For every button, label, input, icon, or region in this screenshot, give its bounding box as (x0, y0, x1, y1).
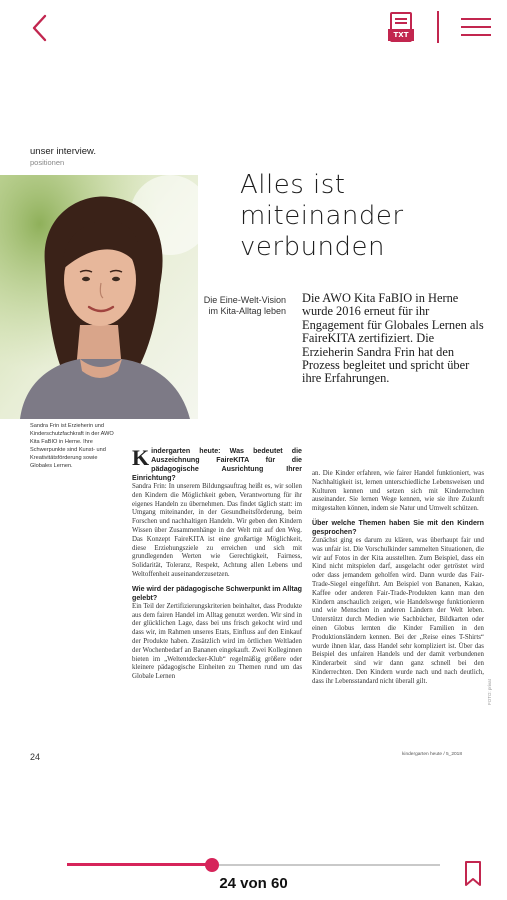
chevron-left-icon (26, 10, 56, 46)
text-view-button[interactable] (388, 12, 414, 44)
doc-line (395, 22, 407, 24)
page-indicator: 24 von 60 (219, 875, 288, 892)
question-3: Über welche Themen haben Sie mit den Kindern gesprochen? (312, 518, 484, 536)
menu-button[interactable] (461, 16, 491, 38)
top-toolbar (0, 0, 507, 56)
bookmark-icon (463, 860, 483, 888)
section-subkicker: positionen (30, 158, 65, 167)
toolbar-divider (437, 11, 439, 43)
answer-1: Sandra Frin: In unserem Bildungsauftrag heißt es, wir sollen den Kindern die Möglichkeit geben, Verantwortung für ihr eigenes Handeln zu übernehmen. Das findet täglich statt: im Umgang miteinander, in der Gesundheitsförderung, beim Forschen und nachhaltigen Handeln. Wir geben den Kindern Wissen über Zusammenhänge in der Welt mit auf den Weg. Das Konzept FaireKITA ist eine großartige Möglichkeit, diese Erziehungsziele zu erreichen und sich mit grundlegenden Werten wie Gerechtigkeit, Fairness, Solidarität, Toleranz, Respekt, Achtung allen Lebens und Weltoffenheit auseinanderzusetzen. (132, 483, 302, 578)
article-headline (240, 170, 404, 263)
back-button[interactable] (26, 10, 56, 46)
answer-3: Zunächst ging es darum zu klären, was überhaupt fair und was unfair ist. Die Vorschulkinder sammelten Situationen, die wir auf Fotos in der Kita ausstellten. Zum Beispiel, dass ein Kind nicht mitspielen darf, ausgelacht oder getröstet wird oder dass jemandem geholfen wird. Dann wurde das Fair-Trade-Siegel eingeführt. Am Beispiel von Bananen, Kakao, Kaffee oder anderen Fair-Trade-Produkten kann man den Kindern anschaulich zeigen, wie Handelswege funktionieren und wie Menschen in anderen Ländern der Welt leben. Unterstützt durch Medien wie Sachbücher, Bildkarten oder einen Globus lernten die Kinder Familien in den Produktionsländern kennen. Bei der „Reise eines T-Shirts“ wurde ihnen klar, dass Handel sehr kompliziert ist. Über das Beispiel des unfairen Handels und der damit verbundenen Kinderarbeit sind wir dann ganz schnell bei den Kinderrechten. Den Kindern wurde nach und nach deutlich, dass ihr Lebensstandard nicht überall gilt. (312, 536, 484, 685)
photo-credit: FOTO: privat (487, 679, 492, 705)
bookmark-button[interactable] (463, 860, 483, 888)
magazine-page[interactable] (0, 140, 507, 770)
photo-caption: Sandra Frin ist Erzieherin und Kinderschutzfachkraft in der AWO Kita FaBIO in Herne. Ihre Schwerpunkte sind Kunst- und Kreativitätsförderung sowie Globales Lernen. (30, 423, 114, 469)
page-slider[interactable] (67, 858, 440, 872)
article-lead: Die AWO Kita FaBIO in Herne wurde 2016 erneut für ihr Engagement für Globales Lernen als FaireKITA zertifiziert. Die Erzieherin Sandra Frin hat den Prozess begleitet und spricht über ihre Erfahrungen. (302, 291, 484, 386)
slider-thumb[interactable] (205, 858, 219, 872)
portrait-photo (0, 175, 198, 419)
hamburger-menu-icon-bar (461, 26, 491, 28)
slider-fill (67, 863, 212, 866)
question-1 (132, 447, 302, 483)
txt-label: TXT (388, 29, 414, 41)
hamburger-menu-icon-bar (461, 34, 491, 36)
article-column-1 (132, 447, 302, 682)
print-footer: kindergarten heute / 5_2018 (402, 752, 463, 757)
headline-line: miteinander (240, 201, 404, 231)
answer-2-continued: an. Die Kinder erfahren, wie fairer Handel funktioniert, was Nachhaltigkeit ist, lernen unterschiedliche Lebensweisen und Kulturen kennen und setzen sich mit Kinderrechten auseinander. Sie lernen Wege kennen, wie sie ihre Zukunft mitgestalten können, indem sie Natur und Umwelt schützen. (312, 470, 484, 513)
print-page-number: 24 (30, 752, 41, 762)
answer-2: Ein Teil der Zertifizierungskriterien beinhaltet, dass Produkte aus dem fairen Handel im Alltag genutzt werden. Wir sind in der glücklichen Lage, dass bei uns frisch gekocht wird und dass wir, im Rahmen unseres Etats, Einfluss auf den Einkauf der Produkte haben. Zusätzlich wird im örtlichen Weltladen der Wochenbedarf an Bananen eingekauft. Zwei Kolleginnen bieten im „Weltentdecker-Klub“ regelmäßig größere oder kleinere pädagogische Einheiten zu Themen rund um das Globale Lernen (132, 602, 302, 681)
article-column-2 (312, 470, 484, 687)
headline-line: verbunden (240, 232, 386, 262)
doc-line (395, 18, 407, 20)
section-kicker: unser interview. (30, 146, 97, 157)
headline-line: Alles ist (240, 170, 346, 200)
question-2: Wie wird der pädagogische Schwerpunkt im Alltag gelebt? (132, 584, 302, 602)
question-1-text: indergarten heute: Was bedeutet die Auszeichnung FaireKITA für die pädagogische Ausrichtung Ihrer Einrichtung? (132, 447, 302, 482)
side-kicker: Die Eine-Welt-Vision im Kita-Alltag leben (203, 295, 286, 316)
dropcap: K (132, 445, 150, 470)
hamburger-menu-icon (461, 18, 491, 20)
